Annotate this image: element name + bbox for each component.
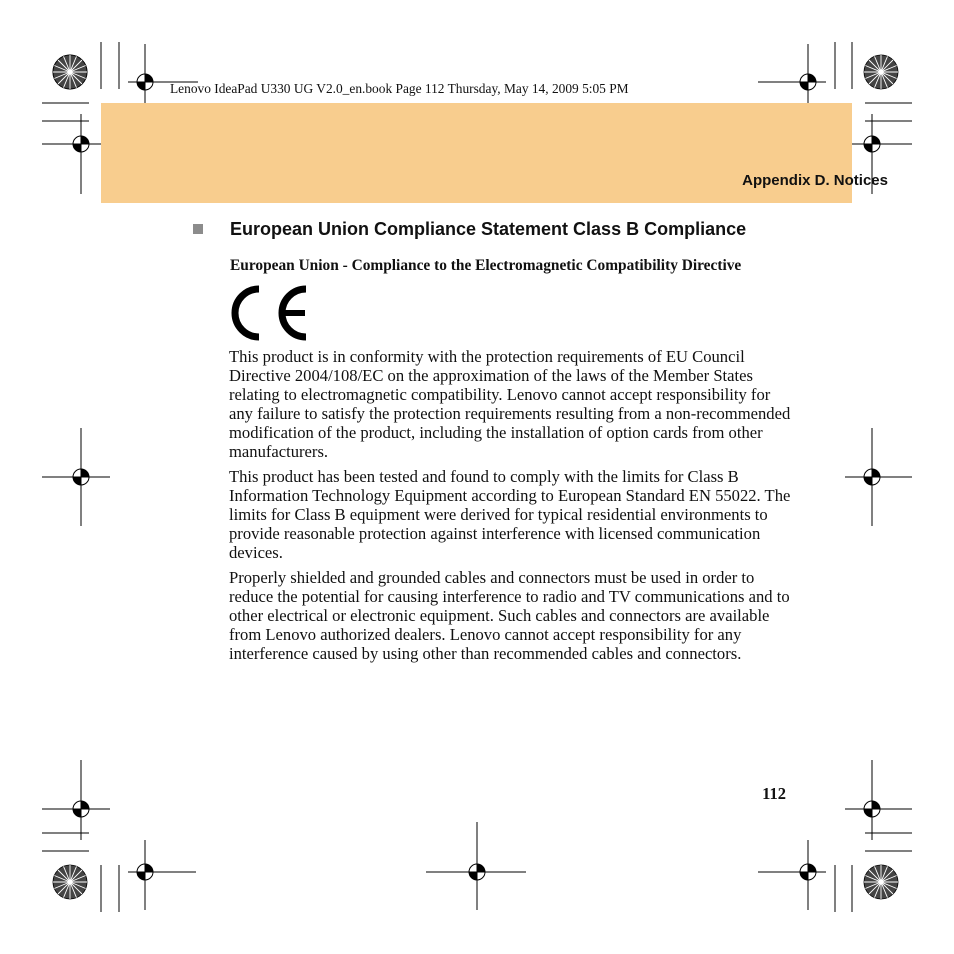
- chapter-title: Appendix D. Notices: [742, 172, 888, 189]
- page-number: 112: [762, 784, 786, 803]
- print-slug-line: Lenovo IdeaPad U330 UG V2.0_en.book Page 112 Thursday, May 14, 2009 5:05 PM: [170, 81, 629, 96]
- subsection-heading: European Union - Compliance to the Electromagnetic Compatibility Directive: [230, 257, 742, 274]
- paragraph-conformity: This product is in conformity with the protection requirements of EU Council Directive 2004/108/EC on the approximation of the laws of the Member States relating to electromagnetic compatibility. Lenovo cannot accept responsibility for any failure to satisfy the protection requirements resulting from a non-recommended modification of the product, including the installation of option cards from other manufacturers.: [229, 347, 791, 461]
- section-bullet-icon: [193, 224, 203, 234]
- paragraph-cables: Properly shielded and grounded cables and connectors must be used in order to reduce the potential for causing interference to radio and TV communications and to other electrical or electronic equipment. Such cables and connectors are available from Lenovo authorized dealers. Lenovo cannot accept responsibility for any interference caused by using other than recommended cables and connectors.: [229, 568, 790, 663]
- chapter-banner: [101, 103, 852, 203]
- ce-mark-logo: [229, 283, 311, 343]
- section-heading: European Union Compliance Statement Class B Compliance: [230, 219, 747, 239]
- paragraph-testing: This product has been tested and found to comply with the limits for Class B Information Technology Equipment according to European Standard EN 55022. The limits for Class B equipment were derived for typical residential environments to provide reasonable protection against interference with licensed communication devices.: [229, 467, 791, 562]
